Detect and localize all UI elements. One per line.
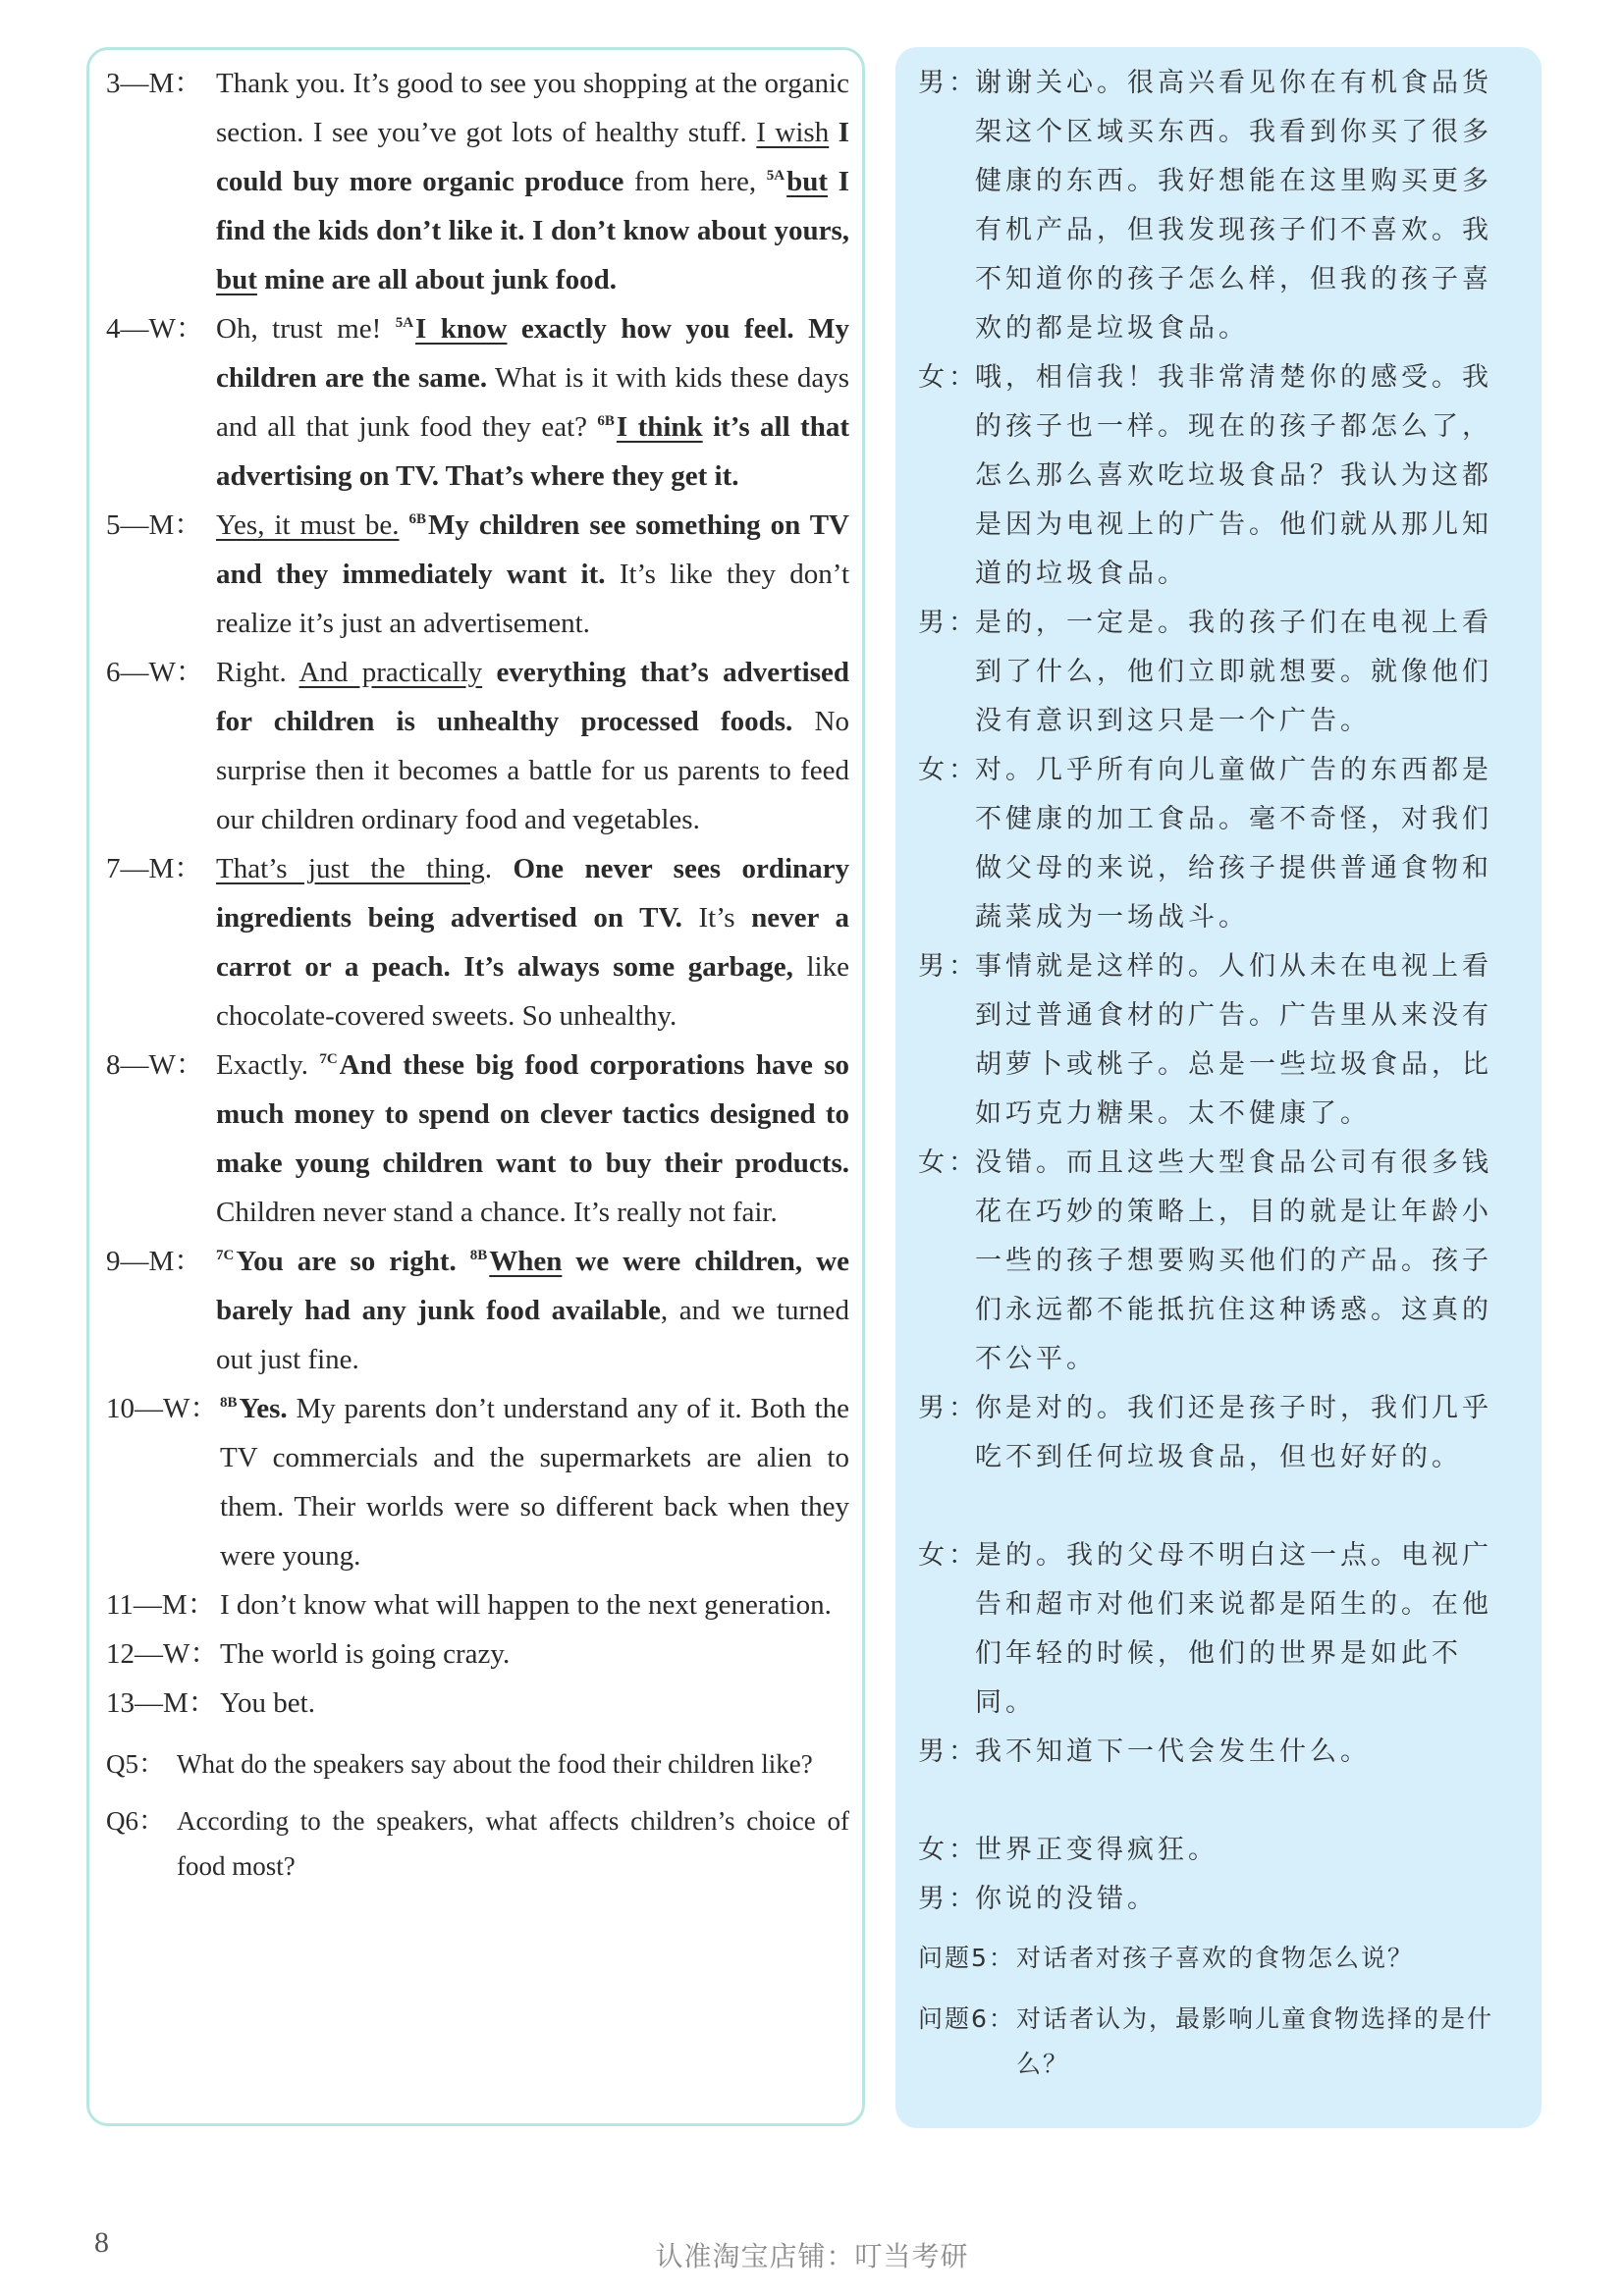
key-phrase: My children see something on TV and they immediately want it. — [216, 509, 849, 590]
answer-marker: 8B — [469, 1248, 488, 1263]
page-number: 8 — [94, 2226, 109, 2259]
translation-text: 谢谢关心。很高兴看见你在有机食品货架这个区域买东西。我看到你买了很多健康的东西。我好想能在这里购买更多有机产品，但我发现孩子们不喜欢。我不知道你的孩子怎么样，但我的孩子喜欢的都是垃圾食品。 — [975, 68, 1492, 344]
speaker-label: 男： — [918, 1393, 979, 1423]
key-phrase: Yes, it must be. — [216, 509, 400, 541]
translation-question — [918, 1997, 1519, 2087]
key-phrase: I find the kids don’t like it. I don’t know about yours, — [216, 166, 849, 246]
question — [106, 1798, 849, 1889]
speaker-label: 11—M： — [106, 1589, 216, 1621]
speaker-label: 男： — [918, 1736, 979, 1767]
text-segment: It’s like they don’t realize it’s just an advertisement. — [216, 559, 849, 639]
dialogue-turn — [106, 304, 849, 501]
dialogue-turn — [106, 1679, 849, 1728]
speaker-label: 男： — [918, 1884, 979, 1914]
text-segment: Right. — [216, 657, 299, 688]
text-segment: It’s — [681, 902, 752, 934]
translation-turn — [918, 1728, 1519, 1777]
speaker-label: 女： — [918, 362, 979, 393]
question-text: What do the speakers say about the food their children like? — [177, 1749, 813, 1779]
translation-text: 我不知道下一代会发生什么。 — [975, 1736, 1371, 1767]
translation-text: 对。几乎所有向儿童做广告的东西都是不健康的加工食品。毫不奇怪，对我们做父母的来说，给孩子提供普通食物和蔬菜成为一场战斗。 — [975, 755, 1492, 933]
key-phrase: but — [216, 264, 257, 295]
text-segment: from here, — [623, 166, 767, 197]
text-segment: What is it with kids these days and all that junk food they eat? — [216, 362, 849, 443]
question — [106, 1741, 849, 1787]
text-segment — [400, 509, 409, 541]
text-segment: , and we turned out just fine. — [216, 1295, 849, 1375]
text-segment: The world is going crazy. — [220, 1638, 511, 1670]
question-text: 对话者对孩子喜欢的食物怎么说？ — [1016, 1944, 1415, 1972]
answer-marker: 6B — [597, 413, 615, 429]
translation-turn — [918, 1384, 1519, 1482]
key-phrase: I could buy more organic produce — [216, 117, 850, 197]
key-phrase: You are so right. — [236, 1246, 470, 1277]
translation-turn — [918, 1826, 1519, 1875]
key-phrase: That’s just the thing — [216, 853, 485, 884]
key-phrase: When — [489, 1246, 563, 1277]
translation-turn — [918, 353, 1519, 599]
english-transcript — [106, 59, 849, 1889]
speaker-label: 女： — [918, 1148, 979, 1178]
dialogue-turn — [106, 59, 849, 304]
key-phrase: One never sees ordinary ingredients being advertised on TV. — [216, 853, 850, 934]
translation-turn — [918, 59, 1519, 353]
translation-text: 事情就是这样的。人们从未在电视上看到过普通食材的广告。广告里从来没有胡萝卜或桃子。总是一些垃圾食品，比如巧克力糖果。太不健康了。 — [975, 951, 1492, 1129]
question-label: Q6： — [106, 1806, 165, 1836]
footer-shop-note: 认准淘宝店铺：叮当考研 — [655, 2240, 969, 2272]
translation-turn — [918, 1531, 1519, 1728]
dialogue-turn — [106, 1384, 849, 1580]
speaker-label: 女： — [918, 1540, 979, 1571]
dialogue-turn — [106, 1041, 849, 1237]
speaker-label: 女： — [918, 755, 979, 785]
question-label: 问题6： — [918, 2004, 1015, 2033]
dialogue-turn — [106, 501, 849, 648]
spacer — [918, 1482, 1519, 1531]
answer-marker: 7C — [319, 1051, 338, 1067]
text-segment: like chocolate-covered sweets. So unhealthy. — [216, 951, 849, 1032]
speaker-label: 女： — [918, 1835, 979, 1865]
answer-marker: 8B — [220, 1395, 238, 1411]
text-segment: Children never stand a chance. It’s really not fair. — [216, 1197, 778, 1228]
dialogue-turn — [106, 844, 849, 1041]
key-phrase: I think — [616, 411, 703, 443]
translation-text: 你说的没错。 — [975, 1884, 1158, 1914]
translation-text: 是的，一定是。我的孩子们在电视上看到了什么，他们立即就想要。就像他们没有意识到这只是一个广告。 — [975, 608, 1492, 736]
dialogue-turn — [106, 648, 849, 844]
speaker-label: 10—W： — [106, 1393, 219, 1424]
translation-text: 你是对的。我们还是孩子时，我们几乎吃不到任何垃圾食品，但也好好的。 — [975, 1393, 1492, 1472]
speaker-label: 5—M： — [106, 509, 203, 541]
text-segment: No surprise then it becomes a battle for us parents to feed our children ordinary food and vegetables. — [216, 706, 849, 835]
text-segment: You bet. — [220, 1687, 315, 1719]
key-phrase: everything that’s advertised for children is unhealthy processed foods. — [216, 657, 849, 737]
key-phrase: I know — [415, 313, 508, 345]
dialogue-turn — [106, 1580, 849, 1629]
dialogue-turn — [106, 1629, 849, 1679]
translation-question — [918, 1936, 1519, 1981]
answer-marker: 5A — [766, 168, 785, 184]
key-phrase: I wish — [756, 117, 830, 148]
speaker-label: 3—M： — [106, 68, 203, 99]
speaker-label: 9—M： — [106, 1246, 203, 1277]
text-segment: . — [484, 853, 514, 884]
answer-marker: 6B — [408, 511, 426, 527]
speaker-label: 13—M： — [106, 1687, 217, 1719]
translation-turn — [918, 599, 1519, 746]
chinese-translation — [918, 59, 1519, 2087]
speaker-label: 6—W： — [106, 657, 204, 688]
key-phrase: And these big food corporations have so much money to spend on clever tactics designed to make young children want to buy their products. — [216, 1049, 849, 1179]
speaker-label: 7—M： — [106, 853, 203, 884]
speaker-label: 12—W： — [106, 1638, 219, 1670]
key-phrase: And practically — [298, 657, 483, 688]
translation-text: 世界正变得疯狂。 — [975, 1835, 1218, 1865]
translation-turn — [918, 746, 1519, 942]
speaker-label: 8—W： — [106, 1049, 204, 1081]
question-text: According to the speakers, what affects children’s choice of food most? — [177, 1806, 849, 1881]
text-segment: I don’t know what will happen to the next generation. — [220, 1589, 832, 1621]
translation-text: 没错。而且这些大型食品公司有很多钱花在巧妙的策略上，目的就是让年龄小一些的孩子想要购买他们的产品。孩子们永远都不能抵抗住这种诱惑。这真的不公平。 — [975, 1148, 1492, 1374]
key-phrase: but — [786, 166, 829, 197]
question-label: Q5： — [106, 1749, 165, 1779]
speaker-label: 男： — [918, 68, 979, 98]
answer-marker: 7C — [216, 1248, 235, 1263]
question-label: 问题5： — [918, 1944, 1015, 1972]
spacer — [918, 1777, 1519, 1826]
translation-turn — [918, 942, 1519, 1139]
dialogue-turn — [106, 1237, 849, 1384]
key-phrase: exactly how you feel. My children are the same. — [216, 313, 849, 394]
key-phrase: Yes. — [239, 1393, 288, 1424]
key-phrase: it’s all that advertising on TV. That’s where they get it. — [216, 411, 849, 492]
text-segment: My parents don’t understand any of it. Both the TV commercials and the supermarkets are alien to them. Their worlds were so different back when they were young. — [220, 1393, 849, 1572]
speaker-label: 4—W： — [106, 313, 204, 345]
text-segment: Thank you. It’s good to see you shopping at the organic section. I see you’ve got lots of healthy stuff. — [216, 68, 849, 148]
text-segment: Oh, trust me! — [216, 313, 396, 345]
text-segment: Exactly. — [216, 1049, 320, 1081]
key-phrase: we were children, we barely had any junk food available — [216, 1246, 849, 1326]
answer-marker: 5A — [395, 315, 414, 331]
key-phrase: never a carrot or a peach. It’s always some garbage, — [216, 902, 849, 983]
question-text: 对话者认为，最影响儿童食物选择的是什么？ — [1016, 2004, 1494, 2078]
translation-text: 是的。我的父母不明白这一点。电视广告和超市对他们来说都是陌生的。在他们年轻的时候，他们的世界是如此不同。 — [975, 1540, 1492, 1718]
key-phrase: mine are all about junk food. — [256, 264, 617, 295]
speaker-label: 男： — [918, 951, 979, 982]
translation-text: 哦，相信我！我非常清楚你的感受。我的孩子也一样。现在的孩子都怎么了，怎么那么喜欢吃垃圾食品？我认为这都是因为电视上的广告。他们就从那儿知道的垃圾食品。 — [975, 362, 1492, 589]
speaker-label: 男： — [918, 608, 979, 638]
translation-turn — [918, 1875, 1519, 1924]
translation-turn — [918, 1139, 1519, 1384]
